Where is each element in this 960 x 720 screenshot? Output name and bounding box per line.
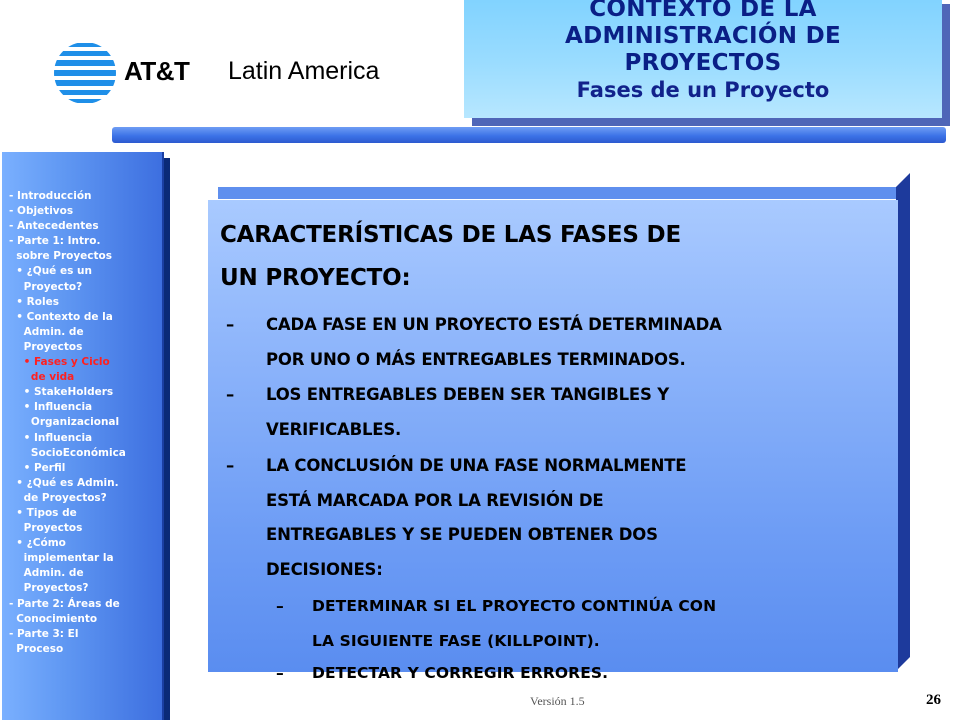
sidebar-nav-item[interactable]: • ¿Qué es un [9, 265, 92, 278]
bullet-1-line-1: CADA FASE EN UN PROYECTO ESTÁ DETERMINADA [266, 315, 722, 334]
sidebar-nav-item[interactable]: • Contexto de la [9, 310, 113, 323]
sidebar-nav-item[interactable]: - Parte 2: Áreas de [9, 597, 120, 610]
bullet-1-line-2: POR UNO O MÁS ENTREGABLES TERMINADOS. [266, 349, 686, 369]
bullet-2-line-2: VERIFICABLES. [266, 419, 402, 439]
sidebar-nav-item[interactable]: Organizacional [9, 416, 120, 429]
sidebar-nav-item[interactable]: • Roles [9, 295, 59, 308]
title-box [464, 0, 942, 118]
sidebar-nav-item[interactable]: SocioEconómica [9, 446, 126, 459]
sidebar-nav [9, 189, 161, 657]
logo-region: Latin America [228, 57, 380, 85]
sidebar-nav-item[interactable]: • Influencia [9, 431, 93, 444]
sidebar-nav-item[interactable]: • ¿Cómo [9, 537, 66, 550]
bullet-1 [224, 308, 896, 377]
sub-bullet-2 [274, 656, 894, 691]
sub-bullet-1-line-2: LA SIGUIENTE FASE (KILLPOINT). [312, 631, 600, 650]
sidebar-nav-item[interactable]: - Parte 3: El [9, 627, 79, 640]
content-box-side-edge [896, 173, 910, 671]
sidebar-nav-item[interactable]: - Parte 1: Intro. [9, 235, 101, 248]
bullet-3-line-3: ENTREGABLES Y SE PUEDEN OBTENER DOS [266, 525, 658, 544]
sub-bullet-dash: – [276, 597, 284, 615]
sidebar-nav-item[interactable]: Proyectos [9, 522, 83, 535]
sidebar-nav-item[interactable]: • StakeHolders [9, 386, 114, 399]
content-box [208, 200, 898, 682]
att-logo [52, 40, 380, 120]
footer-version: Versión 1.5 [530, 694, 585, 708]
title-line-1: CONTEXTO DE LA [589, 0, 817, 22]
bullet-3-line-1: LA CONCLUSIÓN DE UNA FASE NORMALMENTE [266, 456, 687, 475]
sub-bullet-1 [274, 589, 894, 658]
content-box-top-edge [218, 187, 910, 199]
bullet-2 [224, 378, 896, 447]
bullet-3-line-2: ESTÁ MARCADA POR LA REVISIÓN DE [266, 490, 604, 510]
sidebar-nav-item[interactable]: Proceso [9, 642, 64, 655]
bullet-2-line-1: LOS ENTREGABLES DEBEN SER TANGIBLES Y [266, 385, 669, 404]
sub-bullet-2-line-1: DETECTAR Y CORREGIR ERRORES. [312, 664, 609, 682]
sidebar-nav-item[interactable]: Admin. de [9, 567, 84, 580]
sidebar-nav-item[interactable]: Conocimiento [9, 612, 98, 625]
bullet-dash: – [226, 315, 235, 334]
content-heading-line-1: CARACTERÍSTICAS DE LAS FASES DE [220, 222, 681, 248]
bullet-dash: – [226, 385, 235, 404]
sidebar-nav-item[interactable]: • Tipos de [9, 506, 77, 519]
sidebar-nav-item[interactable]: - Antecedentes [9, 220, 99, 233]
bullet-3-line-4: DECISIONES: [266, 559, 383, 579]
bullet-3 [224, 449, 896, 587]
sub-bullet-1-line-1: DETERMINAR SI EL PROYECTO CONTINÚA CON [312, 597, 717, 615]
sidebar-nav-item[interactable]: de vida [9, 371, 75, 384]
page-number: 26 [926, 692, 941, 708]
globe-icon [52, 40, 118, 106]
sidebar-nav-item[interactable]: - Introducción [9, 190, 92, 202]
header-divider-bar [112, 127, 946, 143]
sidebar-nav-item[interactable]: Proyecto? [9, 280, 83, 293]
sidebar-nav-item[interactable]: • Influencia [9, 401, 93, 414]
sub-bullet-dash: – [276, 664, 284, 682]
content-heading [220, 214, 880, 300]
sidebar-nav-item[interactable]: Proyectos? [9, 582, 89, 595]
title-line-2: ADMINISTRACIÓN DE [564, 23, 842, 49]
title-line-3: PROYECTOS [624, 50, 782, 76]
sidebar-nav-item[interactable]: sobre Proyectos [9, 250, 113, 263]
sidebar-nav-item[interactable]: Admin. de [9, 325, 84, 338]
sidebar-nav-item[interactable]: de Proyectos? [9, 491, 107, 504]
content-heading-line-2: UN PROYECTO: [220, 265, 411, 291]
logo-brand: AT&T [124, 56, 190, 86]
sidebar-nav-item[interactable]: • Perfil [9, 461, 66, 474]
sidebar-nav-item[interactable]: • ¿Qué es Admin. [9, 476, 119, 489]
sidebar [2, 152, 164, 720]
sidebar-nav-item[interactable]: • Fases y Ciclo [9, 356, 110, 369]
title-subtitle: Fases de un Proyecto [576, 78, 830, 102]
sidebar-nav-item[interactable]: - Objetivos [9, 205, 74, 218]
bullet-dash: – [226, 456, 235, 475]
sidebar-nav-item[interactable]: Proyectos [9, 340, 83, 353]
sidebar-nav-item[interactable]: implementar la [9, 552, 114, 565]
